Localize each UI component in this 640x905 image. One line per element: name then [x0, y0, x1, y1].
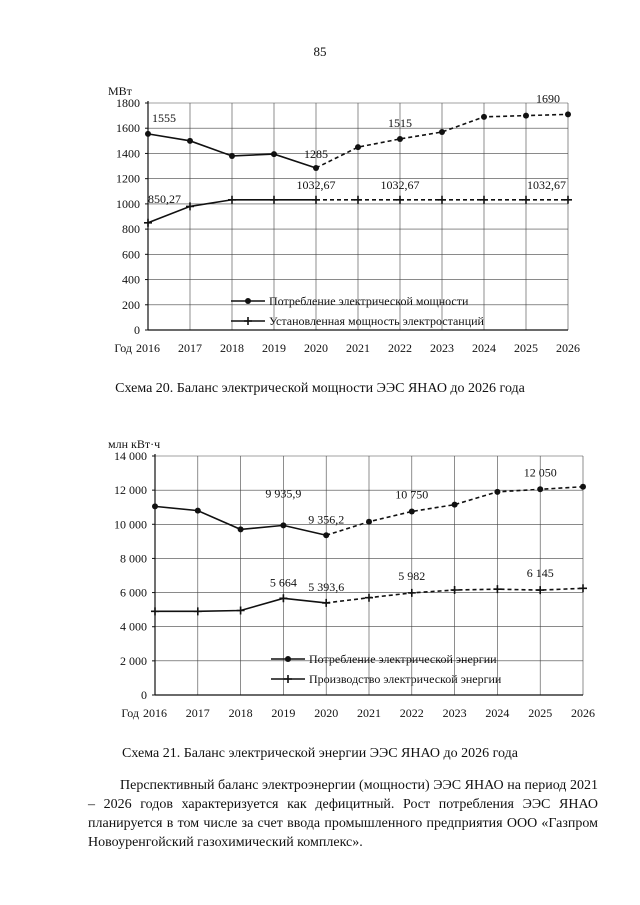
series-1-point-2026 — [580, 484, 586, 490]
energy-balance-chart — [0, 425, 640, 725]
y-tick-label-1400: 1400 — [116, 146, 140, 161]
y-tick-label-4-000: 4 000 — [120, 619, 147, 634]
legend-marker-series-1 — [245, 298, 251, 304]
x-tick-label-2023: 2023 — [442, 706, 467, 720]
series-1-point-2020 — [313, 165, 319, 171]
legend-marker-series-2 — [284, 675, 292, 683]
series-2-point-2022 — [408, 589, 416, 597]
series-2-point-2025 — [536, 586, 544, 594]
y-axis-unit-label: МВт — [108, 84, 132, 98]
paragraph-text: Перспективный баланс электроэнергии (мощности) ЭЭС ЯНАО на период 2021 – 2026 годов характеризуется как дефицитный. Рост потребления ЭЭС ЯНАО планируется в том числе за счет ввода промышленного предприятия ООО «Газпром Новоуренгойский газохимический комплекс». — [88, 778, 598, 850]
y-tick-label-6-000: 6 000 — [120, 585, 147, 600]
y-tick-label-400: 400 — [122, 272, 140, 287]
series-1-point-2024 — [481, 114, 487, 120]
x-tick-label-2020: 2020 — [304, 341, 328, 355]
legend-label-series-2: Установленная мощность электростанций — [269, 314, 484, 328]
x-tick-label-2016: 2016 — [136, 341, 160, 355]
data-label-10-750: 10 750 — [395, 487, 429, 502]
series-2-point-2021 — [354, 196, 362, 204]
data-label-9-935-9: 9 935,9 — [265, 486, 302, 501]
page-number: 85 — [313, 44, 327, 59]
series-2-point-2025 — [522, 196, 530, 204]
series-2-point-2016 — [151, 607, 159, 615]
x-tick-label-2021: 2021 — [346, 341, 370, 355]
x-tick-label-2024: 2024 — [472, 341, 496, 355]
x-tick-label-2025: 2025 — [514, 341, 538, 355]
x-tick-label-2020: 2020 — [314, 706, 339, 720]
x-tick-label-2017: 2017 — [185, 706, 210, 720]
data-label-1285: 1285 — [304, 146, 328, 161]
series-1-point-2026 — [565, 111, 571, 117]
x-tick-label-2026: 2026 — [556, 341, 580, 355]
x-tick-label-2016: 2016 — [143, 706, 167, 720]
series-1-point-2022 — [409, 508, 415, 514]
data-label-5-664: 5 664 — [269, 575, 297, 590]
data-label-1690: 1690 — [536, 91, 560, 106]
series-2-point-2021 — [365, 594, 373, 602]
chart-caption-scheme-20: Схема 20. Баланс электрической мощности ЭЭС ЯНАО до 2026 года — [115, 381, 525, 396]
x-tick-label-2022: 2022 — [388, 341, 412, 355]
x-tick-label-2026: 2026 — [571, 706, 595, 720]
x-tick-label-2018: 2018 — [228, 706, 253, 720]
legend-marker-series-1 — [285, 656, 291, 662]
y-tick-label-0: 0 — [134, 323, 140, 337]
series-1-point-2021 — [366, 519, 372, 525]
series-1-point-2023 — [439, 129, 445, 135]
legend-marker-series-2 — [244, 317, 252, 325]
series-1-point-2022 — [397, 136, 403, 142]
y-tick-label-1600: 1600 — [116, 121, 140, 136]
series-1-point-2018 — [229, 153, 235, 159]
data-label-9-356-2: 9 356,2 — [308, 512, 345, 527]
legend-label-series-2: Производство электрической энергии — [309, 672, 502, 686]
series-2-point-2016 — [144, 219, 152, 227]
data-label-1555: 1555 — [152, 110, 176, 125]
x-tick-label-2019: 2019 — [271, 706, 296, 720]
series-2-point-2024 — [480, 196, 488, 204]
series-1-point-2019 — [280, 522, 286, 528]
y-tick-label-2-000: 2 000 — [120, 653, 147, 668]
body-paragraph — [88, 776, 598, 852]
power-balance-chart — [0, 78, 640, 363]
series-2-point-2024 — [493, 585, 501, 593]
data-label-5-393-6: 5 393,6 — [308, 579, 345, 594]
x-axis-label: Год — [121, 706, 139, 720]
series-1-point-2023 — [452, 502, 458, 508]
data-label-1515: 1515 — [388, 115, 412, 130]
series-1-point-2025 — [537, 486, 543, 492]
data-label-12-050: 12 050 — [523, 465, 557, 480]
series-2-point-2020 — [322, 599, 330, 607]
y-tick-label-12-000: 12 000 — [114, 483, 147, 498]
series-2-point-2019 — [270, 196, 278, 204]
data-label-1032-67: 1032,67 — [380, 177, 420, 192]
series-1-point-2017 — [187, 138, 193, 144]
series-1-point-2016 — [145, 131, 151, 137]
y-tick-label-200: 200 — [122, 297, 140, 312]
y-tick-label-1200: 1200 — [116, 171, 140, 186]
y-tick-label-600: 600 — [122, 247, 140, 262]
y-tick-label-0: 0 — [141, 688, 147, 702]
x-tick-label-2017: 2017 — [178, 341, 202, 355]
data-label-1032-67: 1032,67 — [296, 177, 336, 192]
x-tick-label-2018: 2018 — [220, 341, 244, 355]
y-tick-label-800: 800 — [122, 222, 140, 237]
series-2-point-2017 — [194, 607, 202, 615]
legend-label-series-1: Потребление электрической мощности — [269, 294, 469, 308]
legend-label-series-1: Потребление электрической энергии — [309, 652, 497, 666]
y-tick-label-14-000: 14 000 — [114, 449, 147, 463]
x-tick-label-2024: 2024 — [485, 706, 510, 720]
series-2-point-2019 — [279, 594, 287, 602]
series-1-point-2019 — [271, 151, 277, 157]
data-label-6-145: 6 145 — [526, 566, 554, 581]
series-1-point-2021 — [355, 144, 361, 150]
data-label-850-27: 850,27 — [148, 191, 181, 206]
x-tick-label-2023: 2023 — [430, 341, 454, 355]
x-tick-label-2019: 2019 — [262, 341, 286, 355]
series-2-point-2023 — [438, 196, 446, 204]
series-1-point-2017 — [195, 508, 201, 514]
x-tick-label-2025: 2025 — [528, 706, 553, 720]
series-2-point-2020 — [312, 196, 320, 204]
y-tick-label-8-000: 8 000 — [120, 551, 147, 566]
chart-caption-scheme-21: Схема 21. Баланс электрической энергии ЭЭС ЯНАО до 2026 года — [122, 746, 518, 761]
data-label-5-982: 5 982 — [398, 568, 426, 583]
series-1-point-2016 — [152, 503, 158, 509]
series-2-point-2026 — [564, 196, 572, 204]
series-2-point-2026 — [579, 584, 587, 592]
x-axis-label: Год — [114, 341, 132, 355]
data-label-1032-67: 1032,67 — [527, 177, 566, 192]
y-tick-label-1000: 1000 — [116, 196, 140, 211]
y-tick-label-10-000: 10 000 — [114, 517, 147, 532]
x-tick-label-2022: 2022 — [399, 706, 424, 720]
series-2-point-2022 — [396, 196, 404, 204]
series-2-point-2018 — [228, 196, 236, 204]
series-2-point-2018 — [237, 606, 245, 614]
series-1-point-2024 — [494, 489, 500, 495]
series-1-point-2025 — [523, 113, 529, 119]
x-tick-label-2021: 2021 — [357, 706, 381, 720]
series-1-point-2018 — [238, 526, 244, 532]
series-1-point-2020 — [323, 532, 329, 538]
y-axis-unit-label: млн кВт·ч — [108, 437, 161, 451]
y-tick-label-1800: 1800 — [116, 96, 140, 110]
